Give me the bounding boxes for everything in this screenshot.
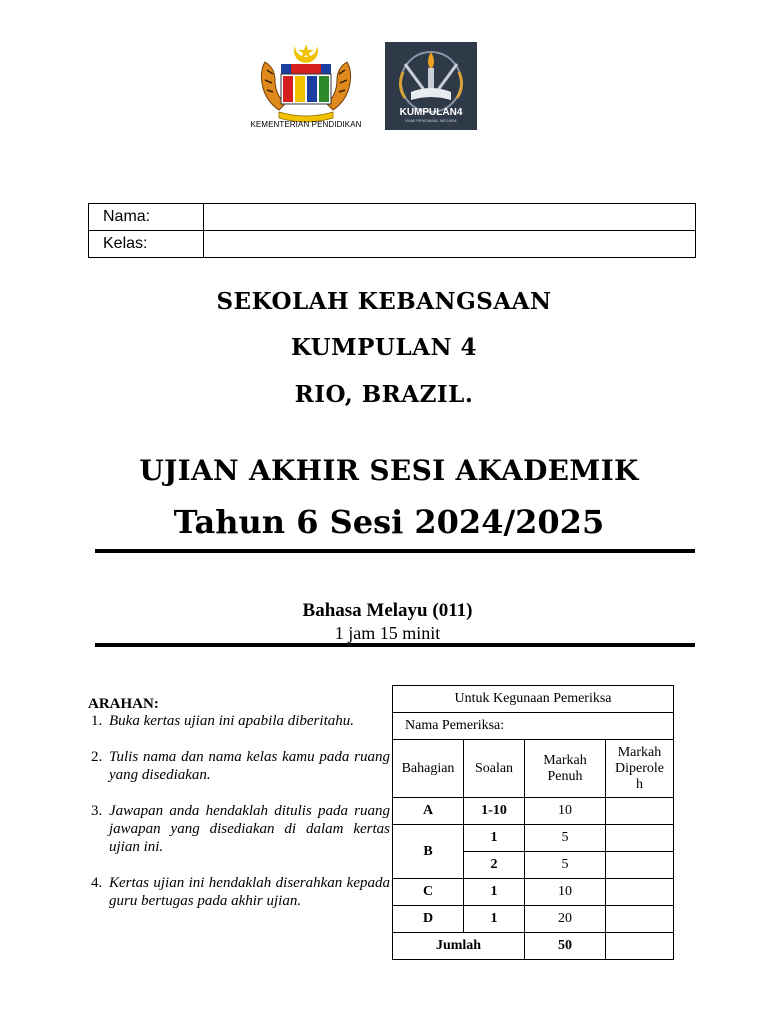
subject-title: Bahasa Melayu (011) bbox=[302, 600, 473, 621]
name-row bbox=[89, 204, 696, 231]
kumpulan-logo-text: KUMPULAN4 bbox=[399, 107, 463, 118]
table-row bbox=[393, 798, 674, 825]
full-marks-cell: 20 bbox=[525, 906, 606, 933]
examiner-marks-table bbox=[392, 685, 674, 960]
student-info-table bbox=[88, 203, 696, 258]
question-cell: 1-10 bbox=[464, 798, 525, 825]
total-row bbox=[393, 933, 674, 960]
class-label: Kelas: bbox=[89, 231, 204, 258]
school-group: KUMPULAN 4 bbox=[290, 334, 478, 361]
table-row bbox=[393, 906, 674, 933]
school-location: RIO, BRAZIL. bbox=[294, 381, 474, 408]
examiner-table-title: Untuk Kegunaan Pemeriksa bbox=[393, 686, 674, 713]
name-input-cell[interactable] bbox=[204, 204, 696, 231]
class-input-cell[interactable] bbox=[204, 231, 696, 258]
header-marks-obtained: Markah Diperoleh bbox=[606, 740, 674, 798]
question-cell: 1 bbox=[464, 825, 525, 852]
header-full-marks: Markah Penuh bbox=[525, 740, 606, 798]
full-marks-cell: 10 bbox=[525, 879, 606, 906]
full-marks-cell: 5 bbox=[525, 825, 606, 852]
section-cell: A bbox=[393, 798, 464, 825]
examiner-name-label[interactable]: Nama Pemeriksa: bbox=[393, 713, 674, 740]
exam-duration: 1 jam 15 minit bbox=[334, 623, 441, 643]
question-cell: 1 bbox=[464, 879, 525, 906]
instruction-item: 3. Jawapan anda hendaklah ditulis pada ruang jawapan yang disediakan di dalam kertas ujian ini. bbox=[91, 803, 390, 855]
instructions-title: ARAHAN: bbox=[88, 696, 159, 712]
header-section: Bahagian bbox=[393, 740, 464, 798]
ministry-caption: KEMENTERIAN PENDIDIKAN bbox=[250, 120, 362, 129]
marks-obtained-cell[interactable] bbox=[606, 879, 674, 906]
marks-obtained-cell[interactable] bbox=[606, 906, 674, 933]
instruction-item: 2. Tulis nama dan nama kelas kamu pada ruang yang disediakan. bbox=[91, 749, 390, 783]
exam-year-session: Tahun 6 Sesi 2024/2025 bbox=[173, 503, 605, 541]
section-cell: D bbox=[393, 906, 464, 933]
full-marks-cell: 5 bbox=[525, 852, 606, 879]
kumpulan-logo bbox=[385, 42, 477, 130]
divider-bottom bbox=[95, 643, 695, 647]
total-obtained-cell[interactable] bbox=[606, 933, 674, 960]
marks-obtained-cell[interactable] bbox=[606, 825, 674, 852]
marks-obtained-cell[interactable] bbox=[606, 798, 674, 825]
exam-title: UJIAN AKHIR SESI AKADEMIK bbox=[139, 454, 639, 487]
full-marks-cell: 10 bbox=[525, 798, 606, 825]
table-row bbox=[393, 825, 674, 852]
instruction-item: 4. Kertas ujian ini hendaklah diserahkan kepada guru bertugas pada akhir ujian. bbox=[91, 875, 390, 909]
section-cell: C bbox=[393, 879, 464, 906]
table-row bbox=[393, 879, 674, 906]
instruction-item: 1. Buka kertas ujian ini apabila diberitahu. bbox=[91, 713, 354, 729]
school-name: SEKOLAH KEBANGSAAN bbox=[216, 288, 552, 315]
section-cell: B bbox=[393, 825, 464, 879]
question-cell: 1 bbox=[464, 906, 525, 933]
instructions-list bbox=[88, 712, 390, 928]
header-question: Soalan bbox=[464, 740, 525, 798]
kumpulan-logo-motto: KAMI PENGAWAL NEGARA bbox=[405, 118, 457, 123]
question-cell: 2 bbox=[464, 852, 525, 879]
total-value: 50 bbox=[525, 933, 606, 960]
name-label: Nama: bbox=[89, 204, 204, 231]
class-row bbox=[89, 231, 696, 258]
divider-top bbox=[95, 549, 695, 553]
total-label: Jumlah bbox=[393, 933, 525, 960]
marks-obtained-cell[interactable] bbox=[606, 852, 674, 879]
